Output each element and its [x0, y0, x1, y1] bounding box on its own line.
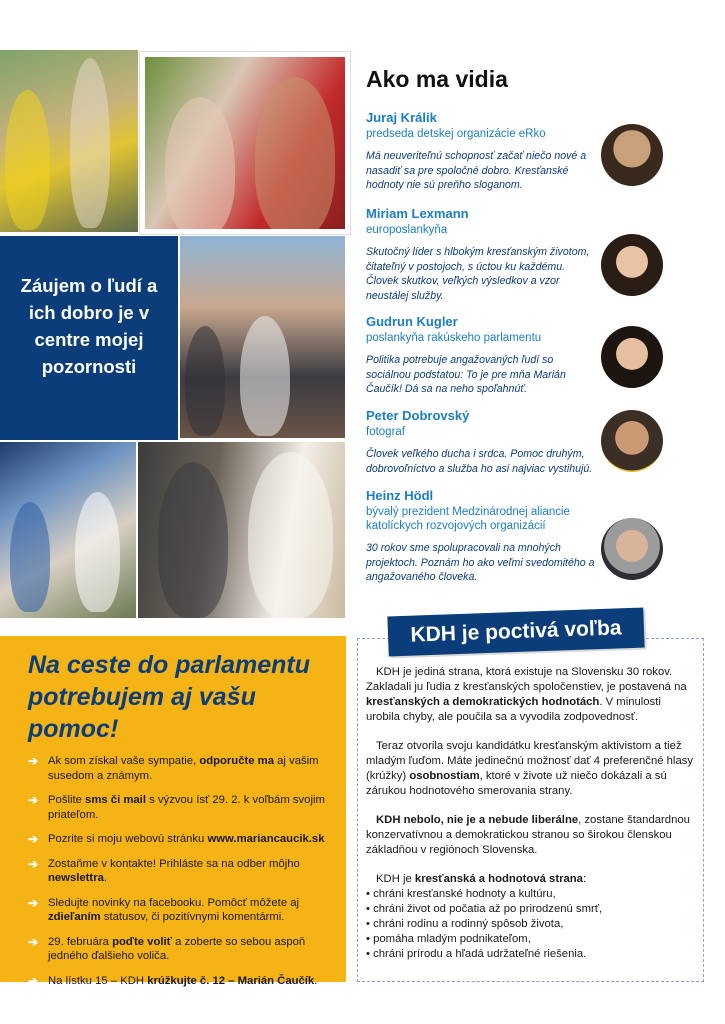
- endorser-quote: Človek veľkého ducha i srdca. Pomoc druhým, dobrovoľníctvo a služba ho asi najviac vystihujú.: [366, 448, 593, 475]
- list-item: ➔ Ak som získal vaše sympatie, odporučte ma aj vašim susedom a známym.: [28, 754, 319, 782]
- quote-box: [0, 236, 178, 440]
- endorsement-item: [366, 488, 598, 585]
- endorser-name: Juraj Králik: [366, 110, 437, 125]
- list-item: • chráni život od počatia až po prirodzenú smrť,: [366, 903, 603, 915]
- endorser-quote: 30 rokov sme spolupracovali na mnohých projektoch. Poznám ho ako veľmi svedomitého a angažovaného človeka.: [366, 542, 595, 583]
- list-item: • chráni prírodu a hľadá udržateľné riešenia.: [366, 948, 587, 960]
- endorser-name: Peter Dobrovský: [366, 408, 470, 423]
- endorser-name: Gudrun Kugler: [366, 314, 458, 329]
- kdh-body: [366, 665, 696, 962]
- arrow-right-icon: ➔: [28, 832, 39, 846]
- photo-with-pope: [138, 442, 345, 618]
- endorser-name: Heinz Hödl: [366, 488, 434, 503]
- endorser-role: bývalý prezident Medzinárodnej aliancie katolíckych rozvojových organizácií: [366, 506, 570, 532]
- endorsement-item: [366, 110, 598, 193]
- kdh-paragraph: KDH je jediná strana, ktorá existuje na Slovensku 30 rokov. Zakladali ju ľudia z kresťanských spoločenstiev, je postavená na kresťanských a demokratických hodnotách. V minulosti urobila chyby, ale poučila sa a vyvodila zodpovednosť.: [366, 666, 687, 723]
- avatar: [601, 518, 663, 580]
- photo-with-elderly-woman: [140, 52, 350, 234]
- photo-woodcutting: [0, 442, 136, 618]
- list-item: ➔ Pošlite sms či mail s výzvou ísť 29. 2. k voľbám svojim priateľom.: [28, 793, 325, 821]
- endorser-role: predseda detskej organizácie eRko: [366, 128, 546, 140]
- arrow-right-icon: ➔: [28, 793, 39, 807]
- arrow-right-icon: ➔: [28, 856, 39, 871]
- arrow-right-icon: ➔: [28, 754, 39, 768]
- photo-volunteers-africa: [0, 50, 138, 232]
- list-item: • pomáha mladým podnikateľom,: [366, 933, 531, 945]
- kdh-paragraph: KDH nebolo, nie je a nebude liberálne, zostane štandardnou konzervatívnou a demokratickou stranou so širokou členskou základňou v regiónoch Slovenska.: [366, 814, 690, 856]
- kdh-paragraph: Teraz otvorila svoju kandidátku kresťanským aktivistom a tiež mladým ľuďom. Máte jedinečnú možnosť dať 4 preferenčné hlasy (krúžky) osobnostiam, ktoré v živote už niečo dokázali a sú zárukou hodnotového smerovania strany.: [366, 740, 694, 797]
- endorser-role: poslankyňa rakúskeho parlamentu: [366, 332, 542, 344]
- photo-march-crowd: [180, 236, 345, 438]
- list-item: • chráni kresťanské hodnoty a kultúru,: [366, 888, 556, 900]
- endorser-quote: Má neuveriteľnú schopnosť začať niečo nové a nasadiť sa pre spoločné dobro. Kresťanské hodnoty nie sú preňho sloganom.: [366, 150, 587, 191]
- list-item: ➔ Na lístku 15 – KDH krúžkujte č. 12 – Marián Čaučík.: [28, 973, 318, 988]
- endorser-name: Miriam Lexmann: [366, 206, 469, 221]
- endorsement-item: [366, 314, 598, 397]
- website-link[interactable]: www.mariancaucik.sk: [207, 833, 325, 845]
- list-item: ➔ Zostaňme v kontakte! Prihláste sa na odber môjho newslettra.: [28, 856, 300, 884]
- endorser-role: europoslankyňa: [366, 224, 448, 236]
- support-heading: Na ceste do parlamentu potrebujem aj vašu pomoc!: [28, 651, 311, 743]
- list-item: ➔ 29. februára poďte voliť a zoberte so sebou aspoň jedného ďalšieho voliča.: [28, 934, 306, 962]
- arrow-right-icon: ➔: [28, 895, 39, 910]
- list-item: ➔ Pozrite si moju webovú stránku www.mariancaucik.sk: [28, 832, 325, 846]
- avatar: [601, 326, 663, 388]
- endorser-role: fotograf: [366, 426, 405, 438]
- arrow-right-icon: ➔: [28, 934, 39, 949]
- support-list: [28, 754, 340, 998]
- avatar: [601, 410, 663, 472]
- kdh-paragraph: KDH je kresťanská a hodnotová strana:: [376, 873, 587, 885]
- endorsement-item: [366, 206, 598, 303]
- arrow-right-icon: ➔: [28, 973, 39, 988]
- endorser-quote: Politika potrebuje angažovaných ľudí so sociálnou podstatou: To je pre mňa Marián Čaučík! Dá sa na neho spoľahnúť.: [366, 354, 566, 395]
- endorsement-item: [366, 408, 598, 476]
- kdh-title: KDH je poctivá voľba: [387, 608, 644, 657]
- list-item: • chráni rodinu a rodinný spôsob života,: [366, 918, 564, 930]
- avatar: [601, 234, 663, 296]
- endorser-quote: Skutočný líder s hlbokým kresťanským životom, čitateľný v postojoch, s úctou ku každému. Človek skutkov, veľkých výsledkov a vzor neustálej služby.: [366, 246, 590, 302]
- endorsements-title: Ako ma vidia: [366, 66, 508, 92]
- list-item: ➔ Sledujte novinky na facebooku. Pomôcť môžete aj zdieľaním statusov, či pozitívnymi komentármi.: [28, 895, 300, 923]
- avatar: [601, 124, 663, 186]
- quote-text: Záujem o ľudí a ich dobro je v centre mojej pozornosti: [20, 275, 158, 377]
